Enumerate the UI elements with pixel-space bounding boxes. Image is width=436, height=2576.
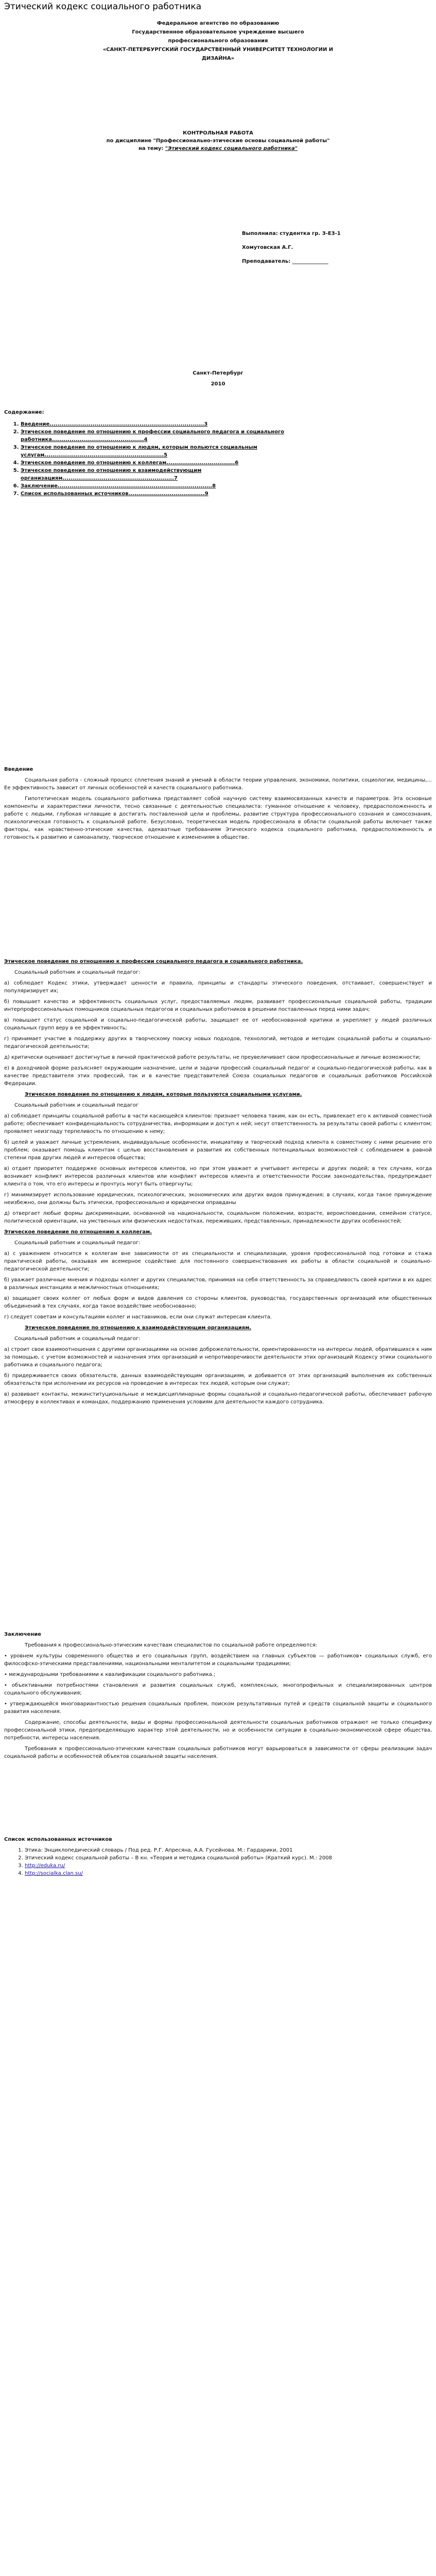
section-title: Этическое поведение по отношению к людям, которые пользуются социальными услугами. (25, 1092, 302, 1097)
reference-link[interactable]: http://eduka.ru/ (25, 1863, 65, 1869)
spacer (0, 1764, 436, 1836)
reference-item (25, 1870, 432, 1877)
conclusion-paragraph: • уровнем культуры современного общества и его социальных групп, воздействием на главных субъектов — работников• социальных служб, его философско-этическими представлениями, национальными менталитетом и социальными традициями; (4, 1653, 432, 1667)
header-line-3: профессионального образования (168, 38, 268, 44)
spacer (0, 498, 436, 766)
references-title: Список использованных источников (4, 1837, 112, 1842)
list-item: а) с уважением относится к коллегам вне зависимости от их специальности и специализации, уровня профессиональной под готовки и стажа практической работы, оказывая им всемерное содействие для постоянного совершенствования их работы в области социальной и социально-педагогической деятельности; (4, 1251, 432, 1272)
student-name: Хомутовская А.Г. (242, 245, 293, 250)
conclusion-paragraph: Требования к профессионально-этическим качествам социальных работников могут варьироваться в зависимости от сферы реализации задач социальной работы и особенностей объектов социальной защиты населения. (4, 1746, 432, 1759)
spacer (0, 152, 436, 230)
toc-item[interactable]: 2. Этическое поведение по отношению к профессии социального педагога и социального работника...............................................4 (21, 428, 350, 444)
conclusion-title: Заключение (4, 1632, 42, 1637)
list-item: б) целей и уважает личные устремления, индивидуальные особенности, инициативу и творческий подход клиента к совместному с ними решению его проблем; оказывает помощь клиентам с целью восстановления и развития их собственных потенциальных возможностей с соблюдением в равной степени прав других людей и интересов общества; (4, 1140, 432, 1161)
topic-text: "Этический кодекс социального работника" (165, 146, 298, 151)
spacer (0, 272, 436, 369)
section-title: Этическое поведение по отношению к коллегам. (4, 1229, 152, 1235)
city-year-block (0, 369, 436, 388)
list-item: в) защищает своих коллег от любых форм и видов давления со стороны клиентов, руководства, государственных организаций или общественных объединений в тех случаях, когда такое воздействие необоснованно; (4, 1296, 432, 1309)
toc-item[interactable]: 1. Введение...............................................................................3 (21, 420, 350, 428)
section-lead: Социальный работник и социальный педагог (14, 1103, 139, 1108)
section-lead: Социальный работник и социальный педагог: (14, 1240, 141, 1246)
list-item: г) следует советам и консультациям коллег и наставников, если они служат интересам клиента. (4, 1314, 272, 1320)
work-title-block (0, 129, 436, 152)
intro-paragraph: Гипотетическая модель социального работника представляет собой научную систему взаимосвязанных качеств и параметров. Эта основные компоненты и характеристики личности, тесно связанные с деятельностью специалиста: гуманное отношение к человеку, предрасположенность и работе с людьми, глубокая нглавщие в достигать поставленной цели и проблемы, развитие структура профессионального сознания и самосознания, психологическая готовность к социальной работе. Безусловно, теоретическая модель профессионала в области социальной работы включает также факторы, как нравственно-этические качества, адекватные требованиям Этического кодекса социального работника, предрасположенность и готовность к развитию и самоанализу, творческое отношение к изменениям в обществе. (4, 796, 432, 840)
conclusion-paragraph: • объективными потребностями становления и развития социальных служб, комплексных, многопрофильных и специализированных центров социального обслуживания; (4, 1683, 432, 1696)
conclusion-paragraph: Требования к профессионально-этическим качествам специалистов по социальной работе определяются: (25, 1642, 318, 1648)
list-item: а) соблюдает Кодекс этики, утверждает ценности и правила, принципы и стандарты этического поведения, отстаивает, совершенствует и популяризирует их; (4, 980, 432, 994)
topic-prefix: на тему: (138, 146, 165, 151)
toc-item[interactable]: 7. Список использованных источников.......................................9 (21, 490, 350, 498)
toc-title: Содержание: (4, 410, 44, 415)
header-line-1: Федеральное агентство по образованию (156, 21, 280, 26)
year: 2010 (211, 381, 225, 387)
references-list (4, 1846, 432, 1877)
list-item: а) соблюдает принципы социальной работы в части касающейся клиентов: признает человека таким, как он есть, привлекает его к активной совместной работе; обеспечивает конфиденциальность сотрудничества, информации и доступ к ней; несут ответственность за результаты своей работы с клиентом; проявляет неизгладу терпеливость по отношению к нему; (4, 1113, 432, 1134)
list-item: а) строит свои взаимоотношения с другими организациями на основе доброжелательности, ориентированности на интересы людей, обратившихся к ним за помощью, с учетом возможностей и назначения этих организаций и непротиворечивости деятельности этих организаций Кодексу этики социального работника и социального педагога; (4, 1347, 432, 1368)
list-item: г) минимизирует использование юридических, психологических, экономических или других видов принуждения; в случаях, когда такое принуждение неизбежно, они должны быть этически, профессионально и юридически оправданы (4, 1192, 432, 1206)
section-clients (0, 1091, 436, 1225)
list-item: е) в доходчивой форме разъясняет окружающим назначение, цели и задачи профессий социальный педагог и социально-педагогической работы, как в качестве представителя этих профессий, так и в качестве представителей Союза социальных педагогов и социальных работников Российской Федерации. (4, 1065, 432, 1087)
section-profession (0, 958, 436, 1088)
spacer (0, 63, 436, 129)
section-lead: Социальный работник и социальный педагог: (14, 970, 141, 975)
work-type: КОНТРОЛЬНАЯ РАБОТА (183, 130, 253, 136)
list-item: в) отдает приоритет поддержке основных интересов клиентов, но при этом уважает и учитывает интересы и других людей; в тех случаях, когда возникает конфликт интересов различных клиентов или конфликт интересов клиента и ответственности России законодательства, предупреждает клиента о том, что его интересы и прочтусь могут быть отвергнуты; (4, 1166, 432, 1187)
section-title: Этическое поведение по отношению к профессии социального педагога и социального работника. (4, 959, 303, 964)
toc-item[interactable]: 5. Этическое поведение по отношению к взаимодействующим организациям.........................................................7 (21, 467, 350, 482)
list-item: д) критически оценивает достигнутые в личной практической работе результаты, не преувеличивает свои профессиональные и личные возможности; (4, 1055, 421, 1060)
references-section (0, 1836, 436, 1877)
toc-item[interactable]: 3. Этическое поведение по отношению к людям, которым польются социальным услугам.............................................................5 (21, 444, 350, 459)
institution-header (0, 15, 436, 62)
list-item: г) принимает участие в поддержку других в творческому поиску новых подходов, технологий, методов и методик социальной работы и социально-педагогической деятельности; (4, 1036, 432, 1049)
spacer (0, 1409, 436, 1631)
header-line-4: «САНКТ-ПЕТЕРБУРГСКИЙ ГОСУДАРСТВЕННЫЙ УНИВЕРСИТЕТ ТЕХНОЛОГИИ И (102, 47, 334, 53)
list-item: д) отвергает любые формы дискриминации, основанной на национальности, социальном положении, возрасте, вероисповедании, семейном статусе, политической ориентации, на умственных или физических недостатках, переживших, представленных, принадлежности других особенностей; (4, 1211, 432, 1224)
section-title: Этическое поведение по отношению к взаимодействующим организациям. (25, 1325, 252, 1331)
teacher-info: Преподаватель: ______________ (242, 259, 328, 264)
page-title: Этический кодекс социального работника (4, 2, 202, 12)
list-item: в) повышает статус социальной и социально-педагогической работы, защищает ее от необоснованной критики и укрепляет у людей различных социальных групп веру в ее эффективность; (4, 1018, 432, 1031)
reference-item: 2. Этический кодекс социальной работы – В кн. «Теория и методика социальной работы» (Краткий курс). М.: 2008 (25, 1854, 432, 1862)
intro-title: Введение (4, 767, 33, 772)
conclusion-paragraph: • международными требованиями к квалификации социального работника.; (4, 1672, 216, 1677)
conclusion-section (0, 1631, 436, 1760)
work-topic (0, 145, 436, 152)
header-line-2: Государственное образовательное учреждение высшего (132, 29, 304, 35)
list-item: б) придерживается своих обязательств, данных взаимодействующим организациям, и добивается от этих организаций выполнения их собственных обязательств при исполнении их ресурсов на проведение в интересах тех людей, которым они служат; (4, 1373, 432, 1386)
spacer (0, 391, 436, 409)
student-info: Выполнила: студентка гр. 3-Е3-1 (242, 231, 341, 236)
author-block (0, 230, 436, 265)
table-of-contents (0, 420, 350, 498)
section-colleagues (0, 1228, 436, 1321)
conclusion-paragraph: Содержание, способы деятельности, виды и формы профессиональной деятельности социальных работников отражают не только специфику профессиональной этики, предопределяющую характер этой деятельности, но и особенности ситуации в социально-экономической сфере общества, потребности, интересы населения. (4, 1720, 432, 1741)
spacer (0, 844, 436, 958)
intro-section (0, 766, 436, 841)
intro-paragraph: Социальная работа - сложный процесс сплетения знаний и умений в области теории управления, экономики, политики, социологии, медицины,... Ее эффективность зависит от личных особенностей и качеств социального работника. (4, 777, 432, 791)
reference-link[interactable]: http://socialka.clan.su/ (25, 1871, 83, 1876)
list-item: б) уважает различные мнения и подходы коллег и других специалистов, принимая на себя ответственность за справедливость своей критики в их адрес в различных инстанциях и межличностных отношениях; (4, 1277, 432, 1291)
toc-item[interactable]: 4. Этическое поведение по отношению к коллегам...................................6 (21, 459, 350, 467)
header-line-5: ДИЗАЙНА» (201, 56, 235, 61)
list-item: в) развивает контакты, межинституциональные и междисциплинарные формы социальной и социально-педагогической работы, обеспечивает рабочую атмосферу в коллективах и командах, поддержанию применения условиям для деятельности каждого сотрудника. (4, 1392, 432, 1405)
work-discipline: по дисциплине "Профессионально-этические основы социальной работы" (106, 138, 330, 144)
section-lead: Социальный работник и социальный педагог: (14, 1336, 141, 1342)
toc-item[interactable]: 6. Заключение...............................................................................8 (21, 482, 350, 490)
reference-item: 1. Этика: Энциклопедический словарь / Под ред. Р.Г. Апресяна, А.А. Гусейнова. М.: Гардарики, 2001 (25, 1846, 432, 1854)
city: Санкт-Петербург (193, 370, 243, 376)
list-item: б) повышает качество и эффективность социальных услуг, предоставляемых людям, развивает профессиональные социальной работы, традиции интерпрофессиональных помощников социальных педагогов и социальных работников в решении поставленных перед ними задач; (4, 999, 432, 1012)
conclusion-paragraph: • утверждающейся многовариантностью решения социальных проблем, поиском результативных путей и средств социальной защиты и социального развития населения. (4, 1701, 432, 1715)
section-organizations (0, 1324, 436, 1406)
reference-item (25, 1862, 432, 1870)
